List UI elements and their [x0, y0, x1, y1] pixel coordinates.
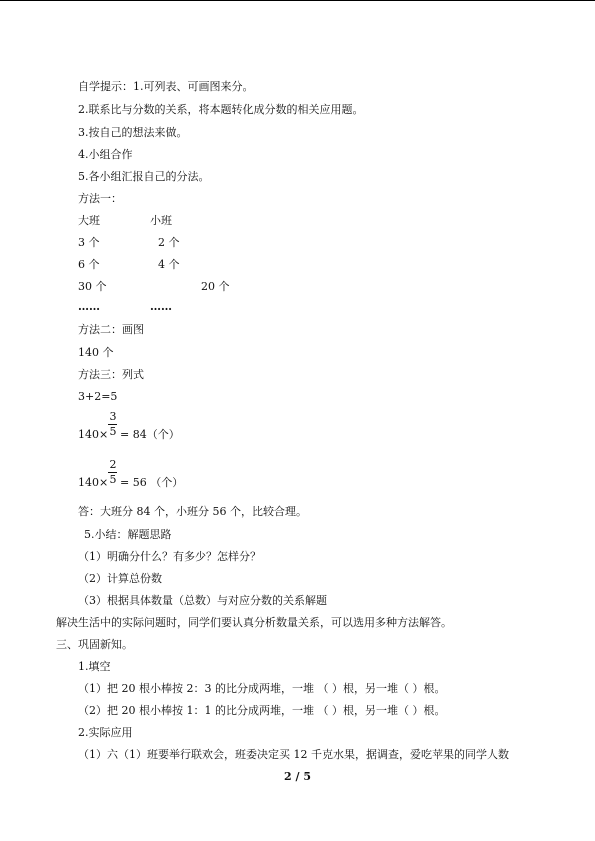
method-two-value: 140 个: [78, 346, 114, 359]
method-one-heading: 方法一：: [78, 192, 122, 205]
section-three-heading: 三、巩固新知。: [56, 638, 133, 651]
method-two-heading: 方法二：画图: [78, 323, 144, 336]
fraction-1-prefix: 140×: [78, 428, 109, 441]
top-rule: [0, 0, 595, 1]
row-3-big: 30 个: [78, 280, 107, 293]
hint-3: 3.按自己的想法来做。: [78, 126, 188, 139]
equation-total-parts: 3+2=5: [78, 390, 118, 403]
row-2-big: 6 个: [78, 258, 100, 271]
column-small-class: 小班: [150, 214, 172, 227]
question-2: （2）把 20 根小棒按 1：1 的比分成两堆，一堆 （ ）根，另一堆（ ）根。: [78, 704, 446, 717]
fraction-2-result: = 56 （个）: [120, 476, 184, 489]
hint-5: 5.各小组汇报自己的分法。: [78, 170, 210, 183]
summary-step-2: （2）计算总份数: [78, 572, 162, 585]
application-heading: 2.实际应用: [78, 726, 133, 739]
fill-in-heading: 1.填空: [78, 660, 111, 673]
question-3: （1）六（1）班要举行联欢会，班委决定买 12 千克水果，据调查，爱吃苹果的同学人数: [78, 748, 509, 761]
row-2-small: 4 个: [158, 258, 180, 271]
fraction-1-denominator: 5: [109, 425, 117, 438]
self-study-hint: 自学提示：1.可列表、可画图来分。: [78, 80, 254, 93]
summary-heading: 5.小结：解题思路: [84, 528, 172, 541]
row-3-small: 20 个: [201, 280, 230, 293]
summary-step-3: （3）根据具体数量（总数）与对应分数的关系解题: [78, 594, 327, 607]
ellipsis-small: ……: [150, 300, 172, 313]
page-number: 2 / 5: [284, 770, 311, 783]
hint-2: 2.联系比与分数的关系，将本题转化成分数的相关应用题。: [78, 103, 364, 116]
row-1-small: 2 个: [158, 236, 180, 249]
column-big-class: 大班: [78, 214, 100, 227]
method-three-heading: 方法三：列式: [78, 368, 144, 381]
fraction-2-denominator: 5: [109, 473, 117, 486]
fraction-2-prefix: 140×: [78, 476, 109, 489]
fraction-1-result: = 84（个）: [120, 428, 180, 441]
summary-conclusion: 解决生活中的实际问题时，同学们要认真分析数量关系，可以选用多种方法解答。: [56, 616, 452, 629]
hint-4: 4.小组合作: [78, 148, 133, 161]
row-1-big: 3 个: [78, 236, 100, 249]
fraction-1-numerator: 3: [109, 410, 117, 423]
summary-step-1: （1）明确分什么？有多少？怎样分？: [78, 550, 261, 563]
answer-line: 答：大班分 84 个，小班分 56 个，比较合理。: [78, 505, 307, 518]
ellipsis-big: ……: [78, 300, 100, 313]
question-1: （1）把 20 根小棒按 2：3 的比分成两堆，一堆 （ ）根，另一堆（ ）根。: [78, 682, 446, 695]
fraction-2-numerator: 2: [109, 458, 117, 471]
